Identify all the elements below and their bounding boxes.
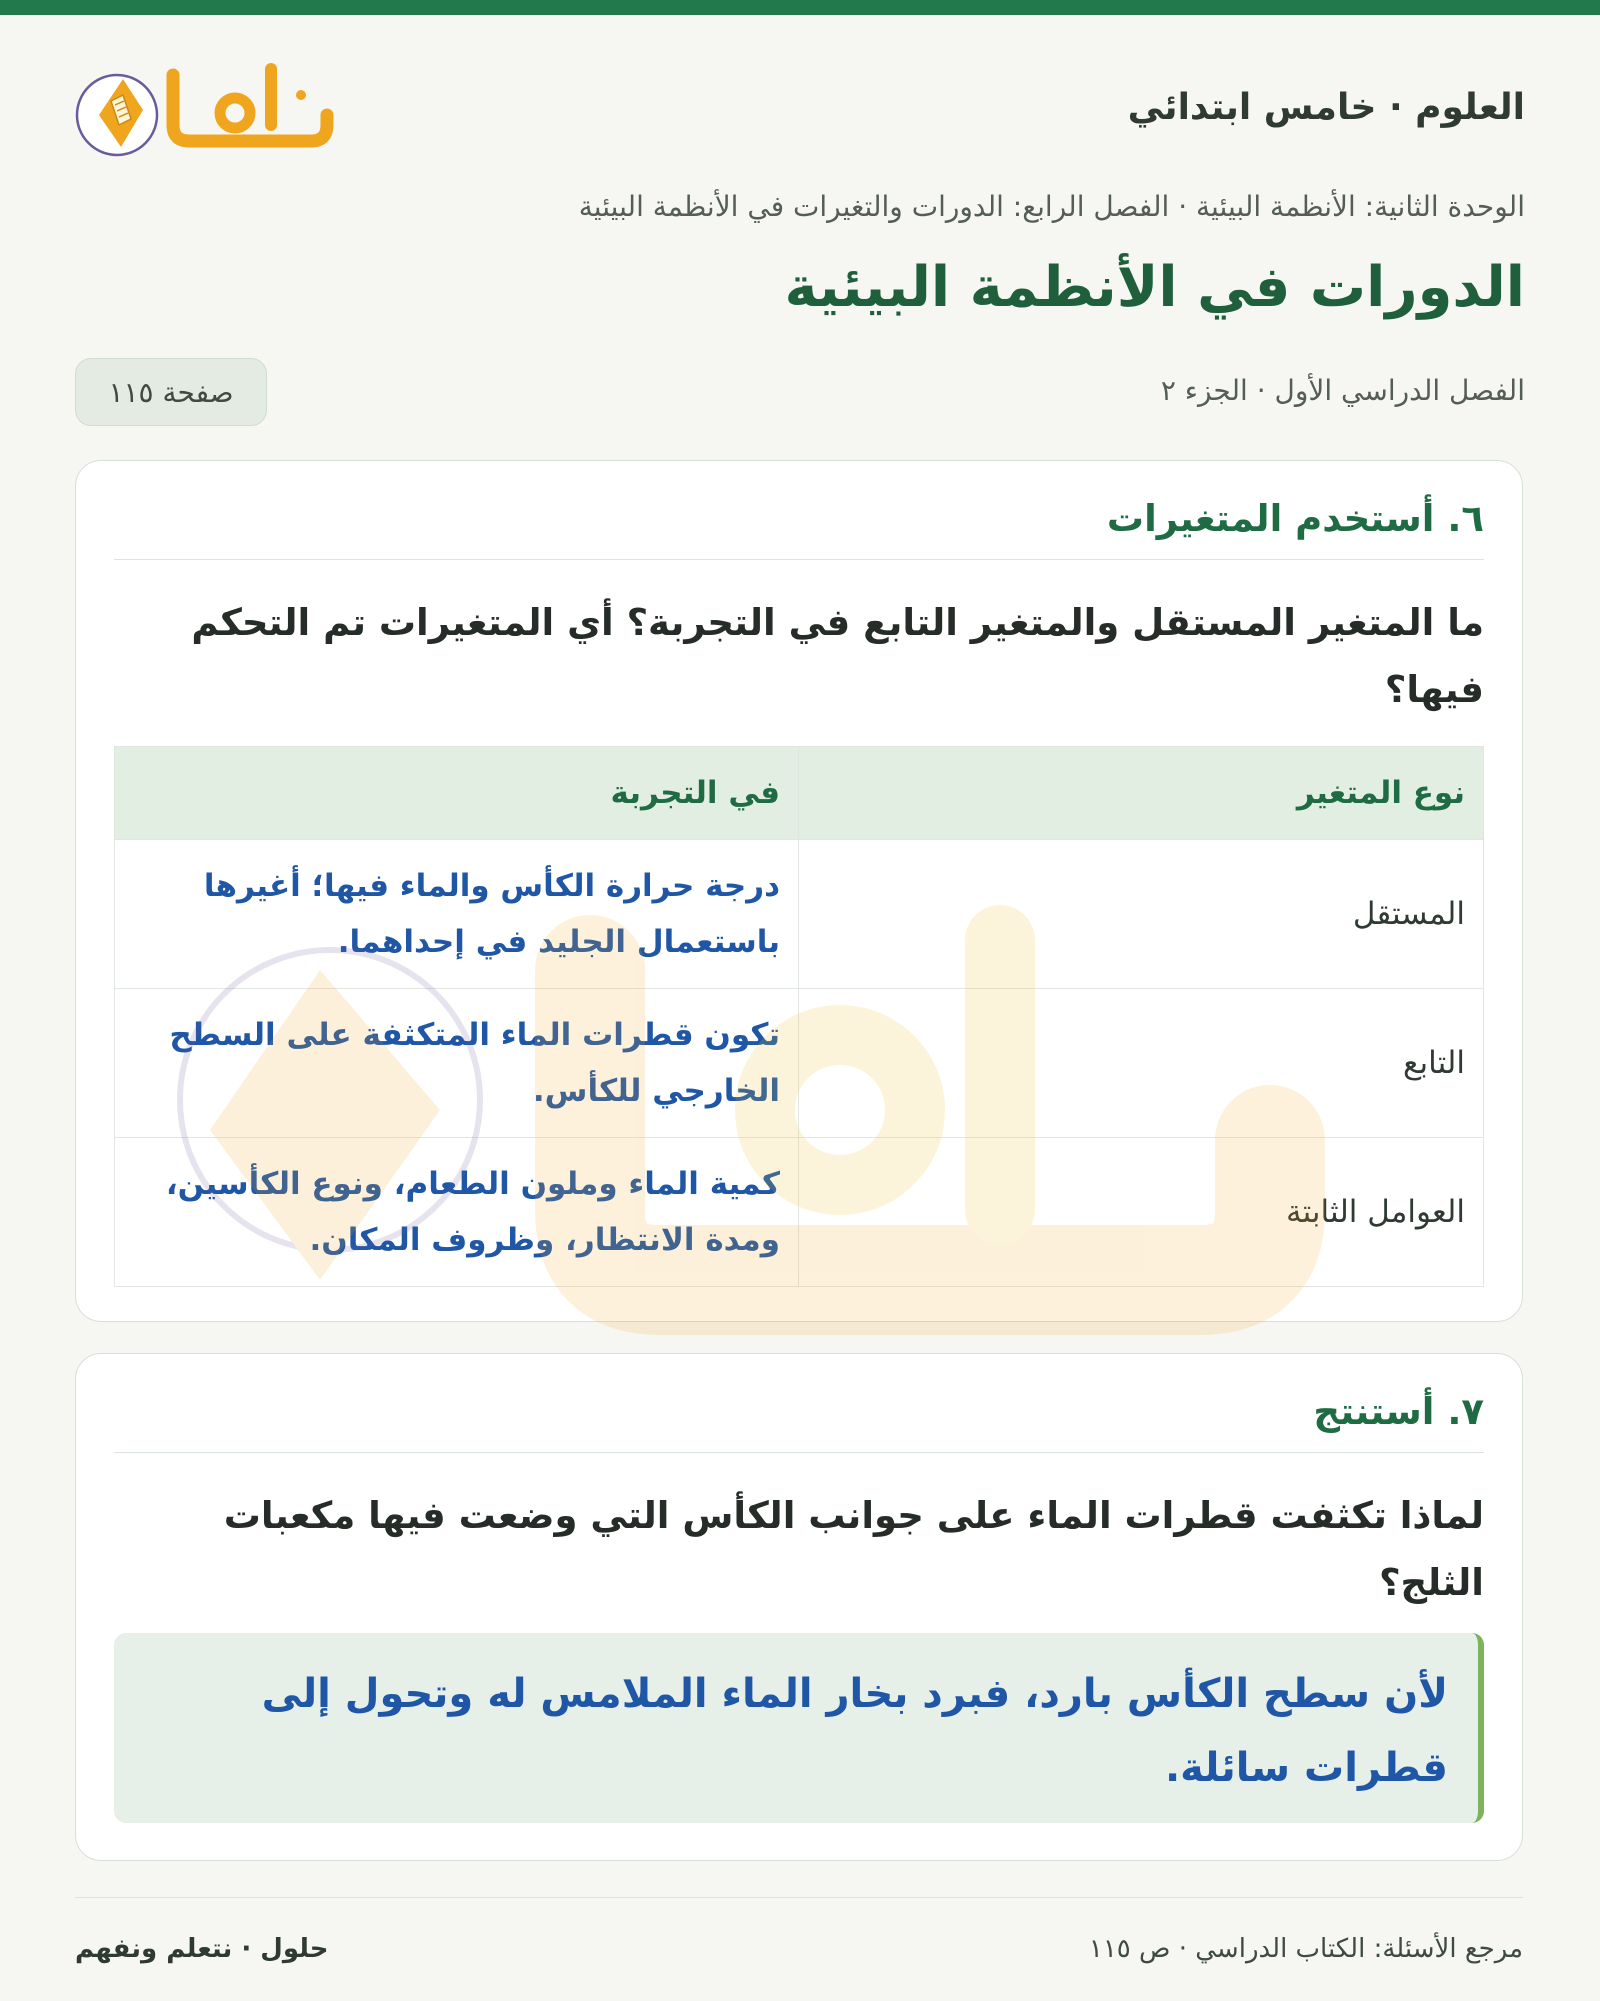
question-card-6 <box>75 460 1523 1322</box>
table-row <box>115 989 1484 1138</box>
page-title: الدورات في الأنظمة البيئية <box>784 255 1525 320</box>
question-6-heading: ٦. أستخدم المتغيرات <box>1106 497 1484 540</box>
answer-box: لأن سطح الكأس بارد، فبرد بخار الماء الملامس له وتحول إلى قطرات سائلة. <box>114 1633 1484 1823</box>
footer-reference: مرجع الأسئلة: الكتاب الدراسي · ص ١١٥ <box>1088 1934 1523 1964</box>
page-header <box>75 55 1525 185</box>
variable-answer-cell: كمية الماء وملون الطعام، ونوع الكأسين، ومدة الانتظار، وظروف المكان. <box>115 1138 799 1287</box>
table-row <box>115 840 1484 989</box>
variable-answer-cell: تكون قطرات الماء المتكثفة على السطح الخارجي للكأس. <box>115 989 799 1138</box>
question-6-header <box>114 461 1484 560</box>
hulul-logo[interactable] <box>75 55 340 160</box>
variable-type-cell: التابع <box>799 989 1484 1138</box>
question-card-7 <box>75 1353 1523 1861</box>
table-row <box>115 1138 1484 1287</box>
variable-type-cell: المستقل <box>799 840 1484 989</box>
variable-type-cell: العوامل الثابتة <box>799 1138 1484 1287</box>
column-header-experiment: في التجربة <box>115 747 799 840</box>
page-footer <box>75 1897 1523 1998</box>
question-7-header <box>114 1354 1484 1453</box>
top-accent-bar <box>0 0 1600 15</box>
question-6-text: ما المتغير المستقل والمتغير التابع في التجربة؟ أي المتغيرات تم التحكم فيها؟ <box>191 601 1484 711</box>
subject-label: العلوم · خامس ابتدائي <box>1127 87 1525 128</box>
table-header-row <box>115 747 1484 840</box>
meta-row <box>75 358 1525 426</box>
page-number-badge: صفحة ١١٥ <box>75 358 267 426</box>
semester-label: الفصل الدراسي الأول · الجزء ٢ <box>1160 374 1525 407</box>
question-7-heading: ٧. أستنتج <box>1313 1390 1484 1433</box>
breadcrumb: الوحدة الثانية: الأنظمة البيئية · الفصل الرابع: الدورات والتغيرات في الأنظمة البيئية <box>578 190 1525 223</box>
variable-answer-cell: درجة حرارة الكأس والماء فيها؛ أغيرها باستعمال الجليد في إحداهما. <box>115 840 799 989</box>
column-header-type: نوع المتغير <box>799 747 1484 840</box>
question-7-text: لماذا تكثفت قطرات الماء على جوانب الكأس التي وضعت فيها مكعبات الثلج؟ <box>223 1494 1484 1604</box>
variables-table <box>114 746 1484 1287</box>
footer-brand: حلول · نتعلم ونفهم <box>75 1934 329 1964</box>
